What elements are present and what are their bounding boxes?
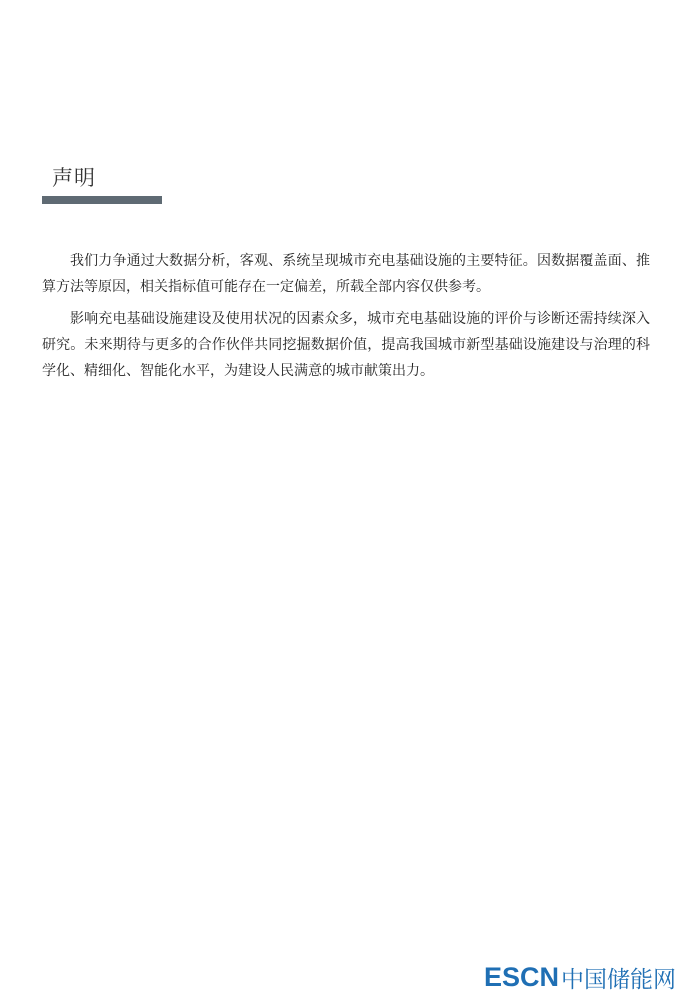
- escn-watermark-logo: [484, 960, 676, 994]
- statement-paragraph-1: 我们力争通过大数据分析，客观、系统呈现城市充电基础设施的主要特征。因数据覆盖面、推算方法等原因，相关指标值可能存在一定偏差，所载全部内容仅供参考。: [42, 253, 650, 295]
- watermark-latin-text: ESCN: [484, 961, 560, 992]
- statement-paragraph-2: 影响充电基础设施建设及使用状况的因素众多，城市充电基础设施的评价与诊断还需持续深入研究。未来期待与更多的合作伙伴共同挖掘数据价值，提高我国城市新型基础设施建设与治理的科学化、精细化、智能化水平，为建设人民满意的城市献策出力。: [42, 311, 650, 379]
- statement-body: [42, 248, 650, 390]
- watermark-chinese-text: 中国储能网: [561, 966, 677, 993]
- title-underline-bar: [42, 196, 162, 204]
- section-title: 声明: [52, 166, 96, 190]
